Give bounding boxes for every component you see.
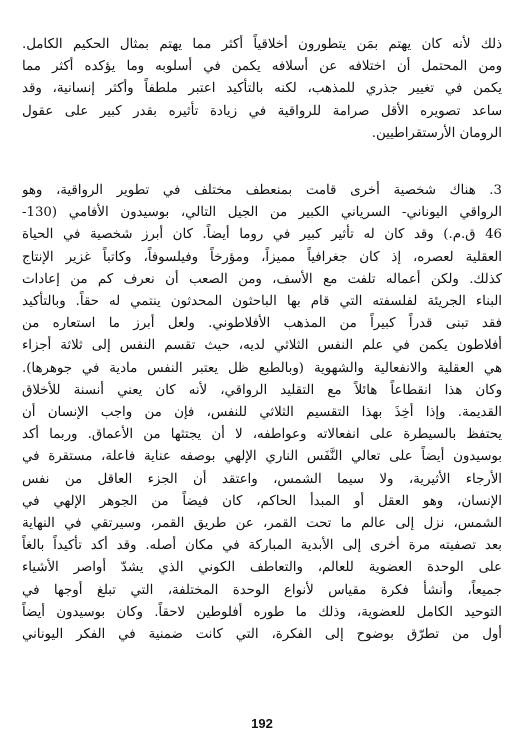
text-line: أول من تطرّق بوضوح إلى الفكرة، التي كانت ضمنية في الفكر اليوناني — [22, 627, 502, 643]
text-line: أفلاطون يكمن في علم النفس الثلاثي لديه، حيث تقسم النفس إلى ثلاثة أجزاء — [22, 338, 502, 354]
text-line: الرومان الأرستقراطيين. — [371, 125, 502, 141]
text-line: يكمن في تغيير جذري للمذهب، لكنه بالتأكيد اعتبر ملطفاً وأكثر إنسانية، وقد — [22, 81, 502, 97]
text-line: ساعد تصويره الأقل صرامة للرواقية في زيادة تأثيره بقدر كبير على عقول — [22, 103, 502, 119]
text-line: القديمة. وإذا أُخِذَ بهذا التقسيم الثلاثي للنفس، فإن من واجب الإنسان أن — [22, 405, 502, 421]
text-line: بعد تصفيته مرة أخرى إلى الأبدية المباركة في مكان أصله. وقد أكد تأكيداً بالغاً — [22, 538, 502, 554]
text-line: جميعاً، وأنشأ فكرة مقياس لأنواع الوحدة المختلفة، التي تبلغ أوجها في — [22, 582, 502, 598]
text-line: فقد تبنى قدراً كبيراً من المذهب الأفلاطوني. ولعل أبرز ما استعاره من — [22, 316, 502, 332]
text-line: على الوحدة العضوية للعالم، والتعاطف الكوني الذي يشدّ أواصر الأشياء — [22, 560, 502, 576]
paragraph-2 — [22, 180, 502, 646]
text-line: الأرجاء الأثيرية، ولا سيما الشمس، واعتقد أن الجزء العاقل من نفس — [22, 471, 502, 487]
text-line: هي العقلية والانفعالية والشهوية (وبالطبع ظل يعتبر النفس مادية في جوهرها). — [22, 360, 502, 376]
text-line: يحتفظ بالسيطرة على انفعالاته وعواطفه، لا أن يجتثها من الأعماق. وربما أكد — [22, 427, 502, 443]
paragraph-1 — [22, 34, 502, 145]
text-line: التوحيد الكامل للعضوية، وذلك ما طوره أفلوطين لاحقاً. وكان بوسيدون أيضاً — [22, 604, 502, 620]
text-line: البناء الجريئة لفلسفته التي قام بها الباحثون المحدثون ينتمي له حقاً. وبالتأكيد — [22, 294, 502, 310]
text-line: وكان هذا انقطاعاً هائلاً مع التقليد الرواقي، لأنه كان يعني أنسنة للأخلاق — [22, 382, 502, 398]
text-line: ومن المحتمل أن اختلافه عن أسلافه يكمن في أسلوبه وما يؤكده أكثر مما — [22, 59, 502, 75]
text-line: الإنسان، وهو العقل أو المبدأ الحاكم، كان فيضاً من الجوهر الإلهي في — [22, 493, 502, 509]
text-line: الشمس، نزل إلى عالم ما تحت القمر، عن طريق القمر، وسيرتقي في النهاية — [22, 516, 502, 532]
text-line: كذلك. ولكن أعماله تلفت مع الأسف، ومن الصعب أن نعرف كم من إعادات — [22, 271, 502, 287]
page-number: 192 — [251, 716, 273, 731]
text-line: بوسيدون أيضاً على تعالي النَّفَس الناري الإلهي بوصفه عناية فاعلة، مستقرة في — [22, 449, 502, 465]
text-line: العقلية لعصره، إذ كان جغرافياً مميزاً، ومؤرخاً وفيلسوفاً، وكاتباً غزير الإنتاج — [22, 249, 502, 265]
text-line: الرواقي اليوناني- السرياني الكبير من الجيل التالي، بوسيدون الأفامي (130- — [22, 205, 502, 221]
text-line: ذلك لأنه كان يهتم بمَن يتطورون أخلاقياً أكثر مما يهتم بمثال الحكيم الكامل. — [22, 37, 502, 52]
text-line: 3. هناك شخصية أخرى قامت بمنعطف مختلف في تطوير الرواقية، وهو — [22, 183, 502, 198]
text-line: 46 ق.م.) وقد كان له تأثير كبير في روما أيضاً. كان أبرز شخصية في الحياة — [22, 227, 502, 243]
